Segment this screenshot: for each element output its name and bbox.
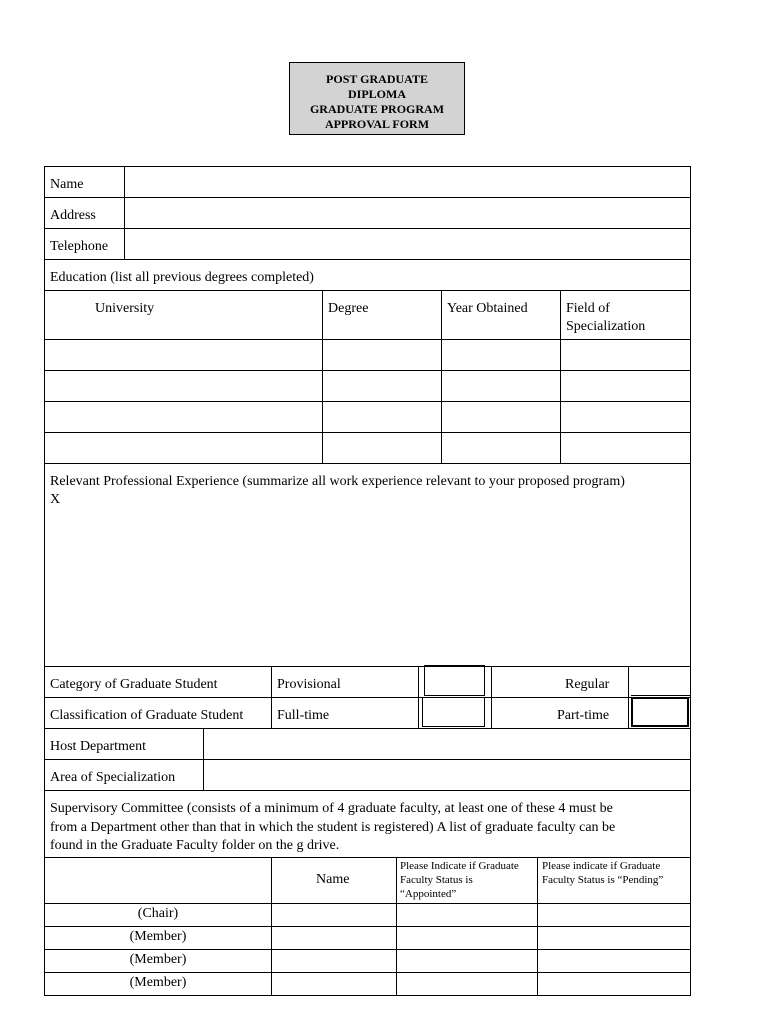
- divider: [203, 728, 204, 790]
- divider: [537, 857, 538, 996]
- committee-text-line1: Supervisory Committee (consists of a minimum of 4 graduate faculty, at least one of these 4 must be: [50, 801, 613, 816]
- committee-role-chair: (Chair): [137, 906, 179, 921]
- committee-text-line3: found in the Graduate Faculty folder on the g drive.: [50, 838, 340, 853]
- committee-role-member: (Member): [129, 952, 187, 967]
- field-header-line2: Specialization: [566, 319, 646, 334]
- classification-label: Classification of Graduate Student: [50, 708, 244, 723]
- appointed-header-line2: Faculty Status is: [400, 874, 473, 886]
- experience-heading: Relevant Professional Experience (summarize all work experience relevant to your proposed program): [50, 474, 625, 489]
- address-label: Address: [50, 208, 96, 223]
- divider: [418, 666, 419, 728]
- year-obtained-header: Year Obtained: [447, 301, 528, 316]
- title-line-4: APPROVAL FORM: [324, 117, 430, 131]
- part-time-label: Part-time: [557, 708, 610, 723]
- divider: [44, 697, 691, 698]
- appointed-header-line1: Please Indicate if Graduate: [400, 860, 519, 872]
- divider: [44, 926, 691, 927]
- regular-checkbox[interactable]: [631, 666, 690, 696]
- committee-name-header: Name: [316, 872, 350, 887]
- pending-header-line1: Please indicate if Graduate: [542, 860, 661, 872]
- form-title: [289, 62, 465, 135]
- full-time-label: Full-time: [277, 708, 330, 723]
- divider: [44, 728, 691, 729]
- address-field[interactable]: [126, 199, 689, 227]
- provisional-label: Provisional: [277, 677, 341, 692]
- provisional-checkbox[interactable]: [424, 665, 485, 696]
- name-label: Name: [50, 177, 84, 192]
- divider: [44, 339, 691, 340]
- title-line-2: DIPLOMA: [348, 87, 406, 101]
- part-time-checkbox[interactable]: [631, 697, 689, 727]
- host-department-field[interactable]: [205, 730, 690, 758]
- name-field[interactable]: [126, 168, 689, 196]
- telephone-field[interactable]: [126, 230, 689, 258]
- divider: [271, 857, 272, 996]
- area-field[interactable]: [205, 761, 690, 789]
- experience-value[interactable]: X: [50, 492, 61, 507]
- divider: [44, 290, 691, 291]
- area-label: Area of Specialization: [50, 770, 176, 785]
- divider: [271, 666, 272, 728]
- divider: [44, 463, 691, 464]
- divider: [491, 666, 492, 728]
- divider: [396, 857, 397, 996]
- education-entry-rows[interactable]: [46, 341, 690, 462]
- pending-header-line2: Faculty Status is “Pending”: [542, 874, 664, 886]
- telephone-label: Telephone: [50, 239, 109, 254]
- regular-label: Regular: [565, 677, 610, 692]
- university-header: University: [95, 301, 155, 316]
- divider: [44, 790, 691, 791]
- divider: [628, 666, 629, 728]
- education-heading: Education (list all previous degrees completed): [50, 270, 314, 285]
- full-time-checkbox[interactable]: [422, 697, 485, 727]
- divider: [44, 972, 691, 973]
- divider: [44, 666, 691, 667]
- committee-role-member: (Member): [129, 929, 187, 944]
- divider: [44, 259, 691, 260]
- field-header-line1: Field of: [566, 301, 610, 316]
- divider: [44, 228, 691, 229]
- divider: [44, 903, 691, 904]
- appointed-header-line3: “Appointed”: [400, 888, 457, 900]
- category-label: Category of Graduate Student: [50, 677, 218, 692]
- divider: [44, 949, 691, 950]
- title-line-1: POST GRADUATE: [326, 72, 428, 86]
- divider: [44, 857, 691, 858]
- degree-header: Degree: [328, 301, 369, 316]
- committee-role-member: (Member): [129, 975, 187, 990]
- divider: [44, 759, 691, 760]
- committee-text-line2: from a Department other than that in which the student is registered) A list of graduate faculty can be: [50, 820, 616, 835]
- divider: [44, 197, 691, 198]
- title-line-3: GRADUATE PROGRAM: [309, 102, 445, 116]
- host-department-label: Host Department: [50, 739, 147, 754]
- divider: [124, 166, 125, 259]
